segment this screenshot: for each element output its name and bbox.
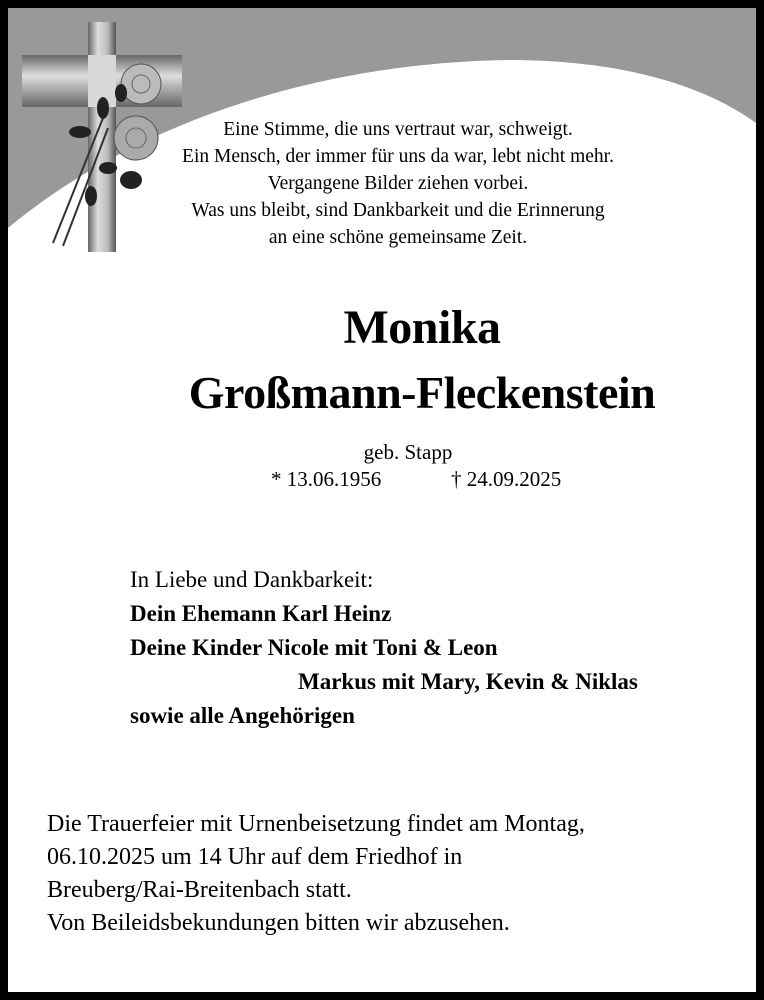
poem-line: an eine schöne gemeinsame Zeit. [268,227,528,248]
birth-date: * 13.06.1956 [271,467,382,491]
poem-line: Was uns bleibt, sind Dankbarkeit und die Erinnerung [191,200,605,221]
mourner-line: sowie alle Angehörigen [130,703,355,728]
service-line: 06.10.2025 um 14 Uhr auf dem Friedhof in [47,844,463,870]
death-date: † 24.09.2025 [451,467,562,491]
service-line: Die Trauerfeier mit Urnenbeisetzung findet am Montag, [47,811,585,837]
mourner-line: Deine Kinder Nicole mit Toni & Leon [130,635,498,660]
mourner-line: Markus mit Mary, Kevin & Niklas [298,669,638,694]
service-line: Breuberg/Rai-Breitenbach statt. [47,877,352,903]
birth-name: geb. Stapp [363,440,453,464]
poem-line: Eine Stimme, die uns vertraut war, schweigt. [223,119,573,140]
last-name: Großmann-Fleckenstein [188,367,656,418]
service-info [47,808,585,940]
first-name: Monika [343,301,501,354]
poem [108,116,688,251]
poem-line: Ein Mensch, der immer für uns da war, lebt nicht mehr. [182,146,614,167]
service-line: Von Beileidsbekundungen bitten wir abzusehen. [47,910,510,936]
poem-line: Vergangene Bilder ziehen vorbei. [267,173,529,194]
mourners-intro: In Liebe und Dankbarkeit: [130,567,374,592]
mourner-line: Dein Ehemann Karl Heinz [130,601,392,626]
